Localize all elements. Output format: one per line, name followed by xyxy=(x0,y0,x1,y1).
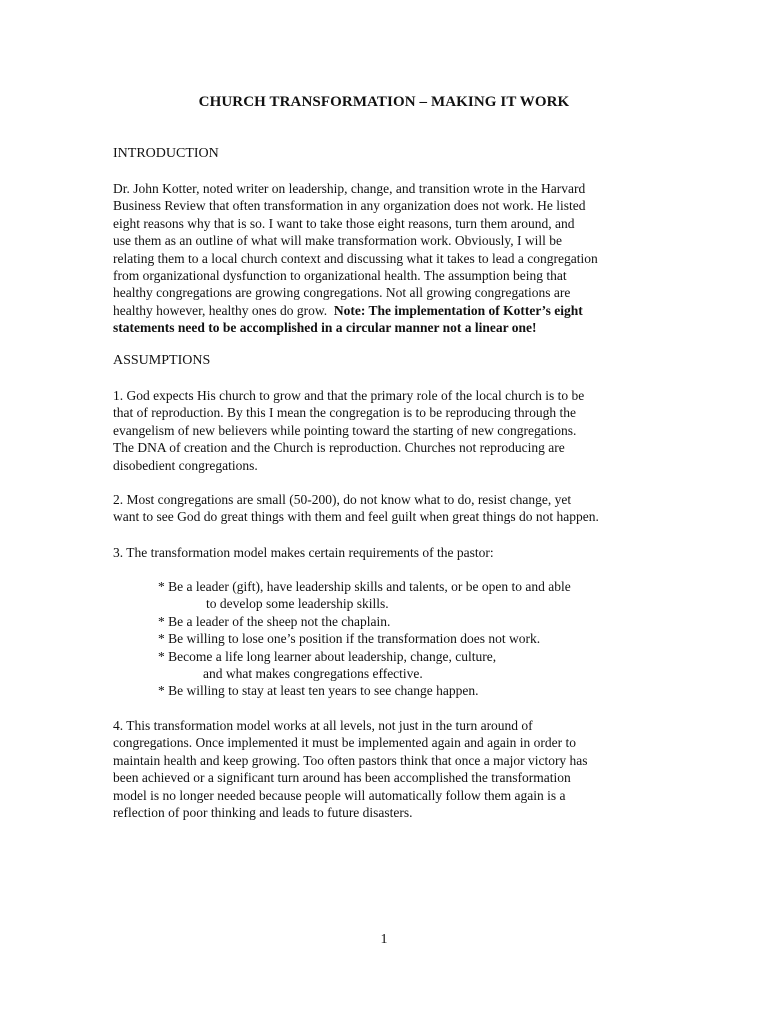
text-line: evangelism of new believers while pointing toward the starting of new congregations. xyxy=(113,422,577,438)
text-line: 2. Most congregations are small (50-200), do not know what to do, resist change, yet xyxy=(113,492,572,507)
text-line: eight reasons why that is so. I want to take those eight reasons, turn them around, and xyxy=(113,215,575,231)
text-line: 1. God expects His church to grow and that the primary role of the local church is to be xyxy=(113,388,585,403)
text-line: want to see God do great things with them and feel guilt when great things do not happen. xyxy=(113,509,599,525)
text-line: reflection of poor thinking and leads to future disasters. xyxy=(113,805,413,821)
text-line: congregations. Once implemented it must be implemented again and again in order to xyxy=(113,735,576,751)
list-item: * Be a leader of the sheep not the chaplain. xyxy=(158,613,391,629)
assumption-item-2 xyxy=(113,491,673,526)
document-title: CHURCH TRANSFORMATION – MAKING IT WORK xyxy=(198,94,570,110)
list-item: * Be a leader (gift), have leadership skills and talents, or be open to and able xyxy=(158,579,571,594)
list-item: * Become a life long learner about leadership, change, culture, xyxy=(158,648,497,664)
assumption-item-4 xyxy=(113,717,673,821)
introduction-heading: INTRODUCTION xyxy=(113,146,219,161)
list-item-continuation: to develop some leadership skills. xyxy=(206,596,389,612)
text-line: Dr. John Kotter, noted writer on leadership, change, and transition wrote in the Harvard xyxy=(113,181,586,196)
text-line: 3. The transformation model makes certain requirements of the pastor: xyxy=(113,545,494,560)
text-line: Business Review that often transformation in any organization does not work. He listed xyxy=(113,198,586,214)
assumption-item-1 xyxy=(113,387,673,474)
introduction-paragraph xyxy=(113,180,673,337)
list-item: * Be willing to lose one’s position if the transformation does not work. xyxy=(158,631,541,647)
text-line: that of reproduction. By this I mean the congregation is to be reproducing through the xyxy=(113,405,577,421)
note-bold-text: statements need to be accomplished in a circular manner not a linear one! xyxy=(113,320,537,336)
text-line: use them as an outline of what will make transformation work. Obviously, I will be xyxy=(113,233,563,249)
text-line: relating them to a local church context and discussing what it takes to lead a congregation xyxy=(113,250,598,266)
text-line: healthy congregations are growing congregations. Not all growing congregations are xyxy=(113,285,571,301)
pastor-requirements-list xyxy=(158,578,571,700)
text-line xyxy=(113,302,673,319)
list-item-continuation: and what makes congregations effective. xyxy=(203,666,423,682)
page-number: 1 xyxy=(380,932,388,947)
text-line: model is no longer needed because people will automatically follow them again is a xyxy=(113,787,566,803)
text-line: 4. This transformation model works at all levels, not just in the turn around of xyxy=(113,718,533,733)
text-line: been achieved or a significant turn around has been accomplished the transformation xyxy=(113,770,571,786)
assumption-item-3 xyxy=(113,544,673,561)
text-line: The DNA of creation and the Church is reproduction. Churches not reproducing are xyxy=(113,440,565,456)
text-line: from organizational dysfunction to organizational health. The assumption being that xyxy=(113,268,567,284)
list-item: * Be willing to stay at least ten years to see change happen. xyxy=(158,683,479,699)
text-segment: healthy however, healthy ones do grow. xyxy=(113,302,334,318)
text-line: disobedient congregations. xyxy=(113,457,258,473)
note-bold-text: Note: The implementation of Kotter’s eight xyxy=(333,302,583,318)
assumptions-heading: ASSUMPTIONS xyxy=(113,353,211,368)
text-line: maintain health and keep growing. Too often pastors think that once a major victory has xyxy=(113,752,588,768)
